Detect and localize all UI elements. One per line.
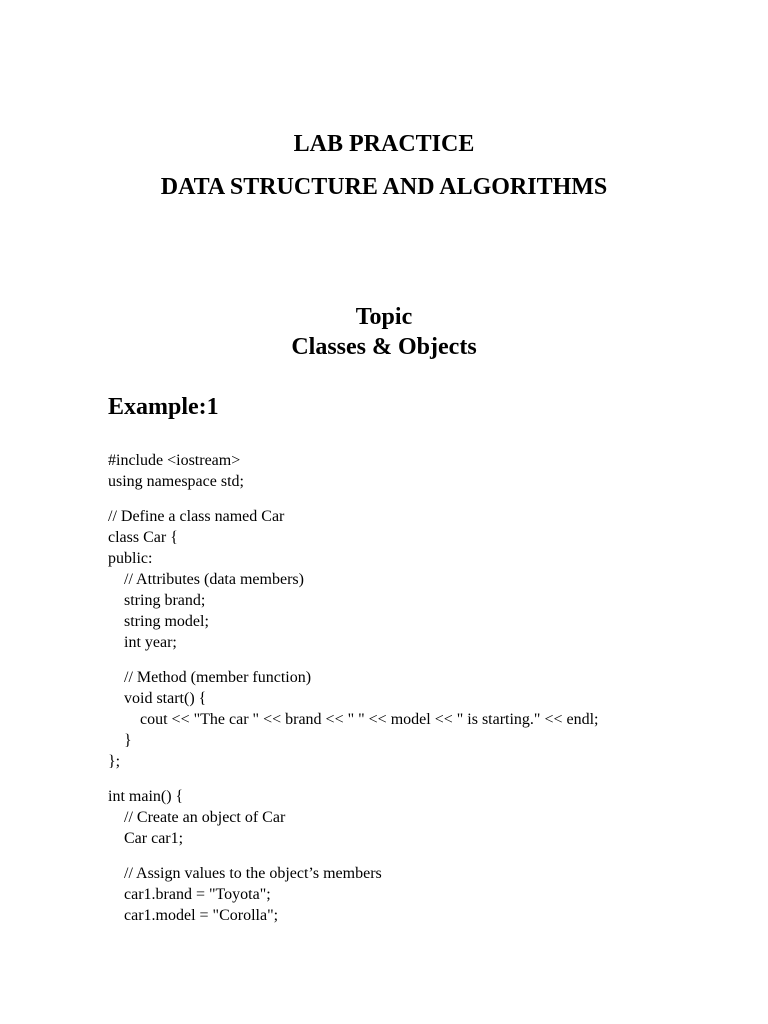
code-block [108, 667, 748, 772]
code-line: public: [108, 550, 153, 567]
code-line: }; [108, 753, 121, 770]
code-line: string model; [108, 613, 209, 630]
code-line: cout << "The car " << brand << " " << model << " is starting." << endl; [108, 711, 599, 728]
code-line: void start() { [108, 690, 207, 707]
code-line: int main() { [108, 788, 184, 805]
code-line: // Create an object of Car [108, 809, 286, 826]
code-line: string brand; [108, 592, 206, 609]
code-line: int year; [108, 634, 177, 651]
code-block [108, 450, 748, 492]
code-listing [108, 450, 748, 940]
code-line: // Method (member function) [108, 669, 312, 686]
code-line: // Attributes (data members) [108, 571, 304, 588]
lab-title: LAB PRACTICE [293, 131, 475, 157]
code-line: car1.brand = "Toyota"; [108, 886, 271, 903]
topic-label: Topic [355, 304, 413, 330]
code-line: // Assign values to the object’s members [108, 865, 382, 882]
code-line: #include <iostream> [108, 452, 241, 469]
code-line: class Car { [108, 529, 178, 546]
code-line: car1.model = "Corolla"; [108, 907, 279, 924]
code-line: // Define a class named Car [108, 508, 285, 525]
code-block [108, 506, 748, 653]
code-line: } [108, 732, 132, 749]
topic-name: Classes & Objects [291, 334, 477, 360]
course-title: DATA STRUCTURE AND ALGORITHMS [160, 174, 608, 200]
code-line: using namespace std; [108, 473, 244, 490]
code-block [108, 863, 748, 926]
code-block [108, 786, 748, 849]
example-heading: Example:1 [108, 394, 219, 420]
code-line: Car car1; [108, 830, 184, 847]
